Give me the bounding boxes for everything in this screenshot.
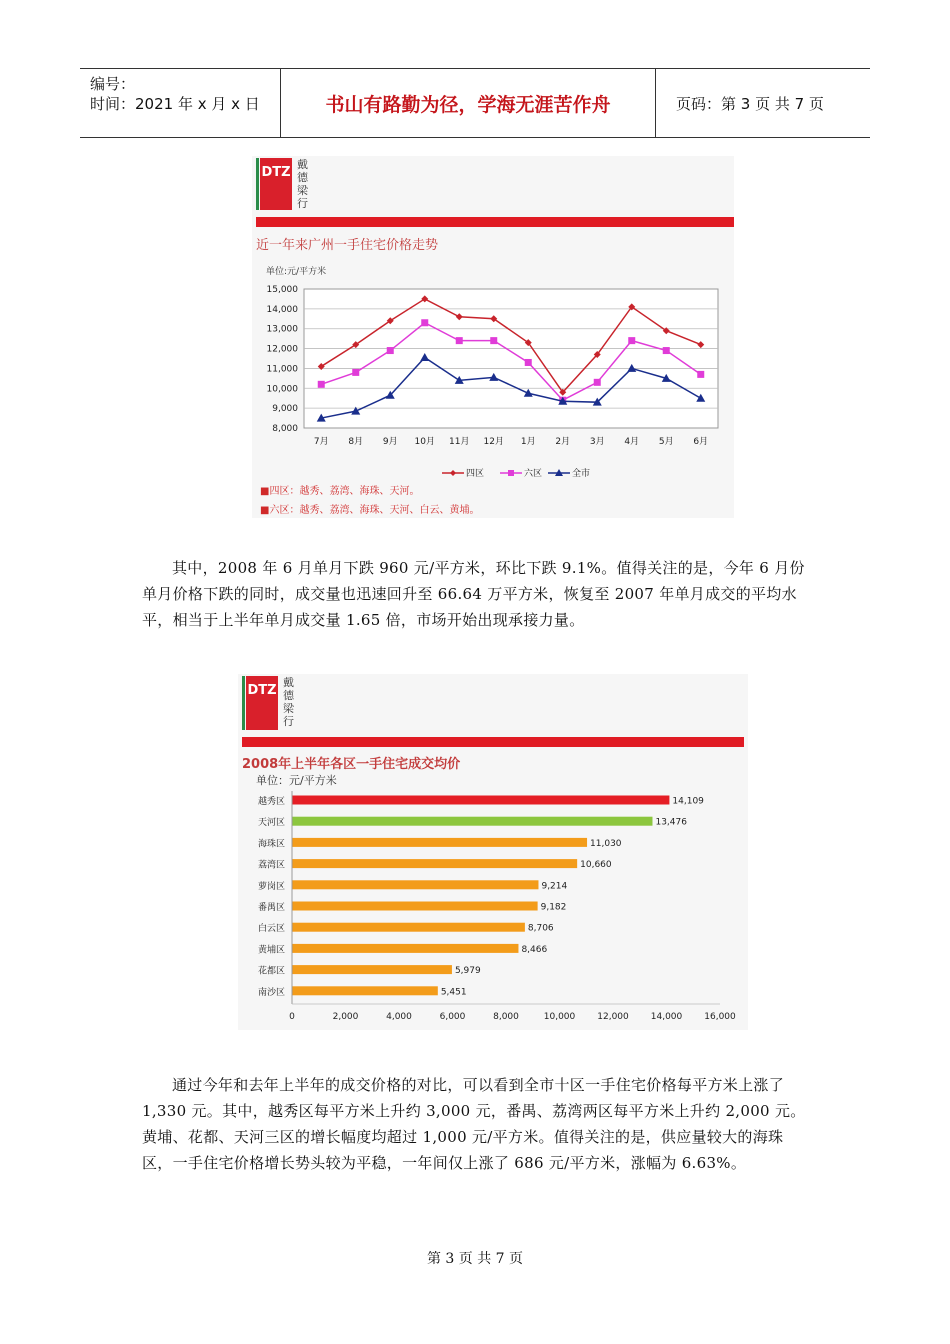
- y-tick-label: 8,000: [272, 424, 298, 434]
- bar: [292, 965, 452, 974]
- bar-chart: [238, 674, 748, 1030]
- category-label: 番禺区: [257, 903, 285, 913]
- y-tick-label: 9,000: [272, 404, 298, 415]
- x-tick-label: 16,000: [704, 1012, 736, 1022]
- page-footer: 第 3 页 共 7 页: [426, 1251, 524, 1267]
- legend-label: 六区: [524, 469, 543, 479]
- bar: [292, 796, 669, 805]
- category-label: 南沙区: [257, 987, 285, 998]
- bar: [292, 817, 652, 826]
- logo-char: 德: [297, 171, 308, 184]
- bar: [292, 838, 587, 847]
- line-chart: [252, 156, 734, 518]
- value-label: 8,466: [521, 944, 548, 955]
- data-point: [421, 319, 428, 326]
- data-point: [525, 359, 532, 366]
- logo-char: 梁: [283, 702, 294, 715]
- x-tick-label: 1月: [520, 437, 536, 447]
- y-tick-label: 10,000: [266, 384, 298, 395]
- value-label: 11,030: [590, 838, 622, 849]
- header-meta: [80, 69, 281, 137]
- value-label: 5,979: [454, 966, 481, 977]
- x-tick-label: 2,000: [332, 1012, 359, 1022]
- bar: [292, 902, 538, 911]
- note-four-districts: ■四区：越秀、荔湾、海珠、天河。: [260, 486, 420, 497]
- x-tick-label: 7月: [313, 437, 329, 447]
- data-point: [628, 337, 635, 344]
- data-point: [456, 337, 463, 344]
- x-tick-label: 12,000: [597, 1012, 629, 1022]
- y-tick-label: 11,000: [266, 364, 298, 375]
- header-motto: 书山有路勤为径，学海无涯苦作舟: [281, 69, 656, 137]
- x-tick-label: 14,000: [650, 1012, 683, 1022]
- header-page-label: [666, 69, 870, 137]
- logo-brand: DTZ: [260, 158, 292, 210]
- value-label: 9,182: [540, 902, 567, 913]
- logo-char: 行: [297, 197, 308, 210]
- category-label: 萝岗区: [257, 881, 285, 892]
- legend-marker: [508, 470, 514, 476]
- number-label: 编号：: [90, 75, 136, 93]
- data-point: [387, 347, 394, 354]
- logo-char: 行: [283, 715, 294, 728]
- x-tick-label: 9月: [382, 437, 398, 447]
- bar: [292, 986, 438, 995]
- paragraph-1: 其中，2008 年 6 月单月下跌 960 元/平方米，环比下跌 9.1%。值得关注的是，今年 6 月份单月价格下跌的同时，成交量也迅速回升至 66.64 万平方米，恢复至 2007 年单月成交的平均水平，相当于上半年单月成交量 1.65 倍，市场开始出现承接力量。: [142, 559, 805, 629]
- line-chart-figure: [252, 156, 734, 518]
- y-tick-label: 13,000: [266, 324, 298, 335]
- bar: [292, 880, 538, 889]
- data-point: [352, 369, 359, 376]
- page-header: [80, 68, 870, 138]
- unit-label: 单位：元/平方米: [256, 774, 337, 787]
- data-point: [594, 379, 601, 386]
- x-tick-label: 8月: [348, 437, 364, 447]
- value-label: 13,476: [655, 817, 687, 828]
- note-six-districts: ■六区：越秀、荔湾、海珠、天河、白云、黄埔。: [260, 505, 480, 516]
- time-label: 时间：2021 年 x 月 x 日: [90, 95, 260, 113]
- data-point: [490, 337, 497, 344]
- data-point: [318, 381, 325, 388]
- unit-label: 单位:元/平方米: [266, 267, 327, 277]
- value-label: 9,214: [541, 881, 568, 892]
- x-tick-label: 10,000: [543, 1012, 576, 1022]
- x-tick-label: 5月: [658, 437, 674, 447]
- chart-title: 近一年来广州一手住宅价格走势: [256, 238, 439, 253]
- category-label: 白云区: [257, 924, 285, 935]
- logo-char: 戴: [297, 158, 308, 171]
- x-tick-label: 0: [289, 1012, 295, 1022]
- data-point: [697, 371, 704, 378]
- y-tick-label: 15,000: [266, 285, 298, 295]
- logo-char: 德: [283, 689, 294, 702]
- paragraph-2: 通过今年和去年上半年的成交价格的对比，可以看到全市十区一手住宅价格每平方米上涨了 1,330 元。其中，越秀区每平方米上升约 3,000 元，番禺、荔湾两区每平方米上升约 2,000 元。黄埔、花都、天河三区的增长幅度均超过 1,000 元/平方米。值得关注的是，供应量较大的海珠区，一手住宅价格增长势头较为平稳，一年间仅上涨了 686 元/平方米，涨幅为 6.63%。: [142, 1076, 806, 1172]
- chart-title: 2008年上半年各区一手住宅成交均价: [242, 757, 461, 772]
- x-tick-label: 11月: [449, 437, 470, 447]
- x-tick-label: 6,000: [439, 1012, 466, 1022]
- x-tick-label: 3月: [589, 437, 605, 447]
- value-label: 8,706: [527, 923, 554, 934]
- y-tick-label: 12,000: [266, 344, 298, 355]
- x-tick-label: 4月: [624, 437, 640, 447]
- x-tick-label: 4,000: [386, 1012, 412, 1022]
- x-tick-label: 8,000: [493, 1012, 519, 1022]
- bar-chart-figure: [238, 674, 748, 1030]
- category-label: 天河区: [257, 818, 285, 829]
- bar: [292, 944, 518, 953]
- x-tick-label: 10月: [414, 437, 435, 447]
- category-label: 海珠区: [257, 839, 285, 850]
- legend-marker: [450, 470, 456, 476]
- data-point: [663, 347, 670, 354]
- logo-char: 戴: [283, 676, 294, 689]
- category-label: 黄埔区: [257, 945, 285, 956]
- logo-char: 梁: [297, 184, 308, 197]
- value-label: 14,109: [672, 796, 704, 807]
- legend-label: 四区: [466, 469, 485, 479]
- x-tick-label: 12月: [483, 437, 504, 447]
- page-label-text: 页码：第 3 页 共 7 页: [676, 94, 824, 113]
- category-label: 荔湾区: [257, 860, 285, 871]
- logo-brand: DTZ: [246, 676, 278, 730]
- category-label: 越秀区: [257, 797, 285, 807]
- value-label: 5,451: [440, 987, 467, 998]
- value-label: 10,660: [580, 860, 612, 871]
- bar: [292, 859, 577, 868]
- y-tick-label: 14,000: [266, 304, 298, 315]
- legend-label: 全市: [572, 469, 591, 479]
- x-tick-label: 2月: [555, 437, 571, 447]
- category-label: 花都区: [257, 966, 285, 977]
- x-tick-label: 6月: [693, 437, 709, 447]
- bar: [292, 923, 525, 932]
